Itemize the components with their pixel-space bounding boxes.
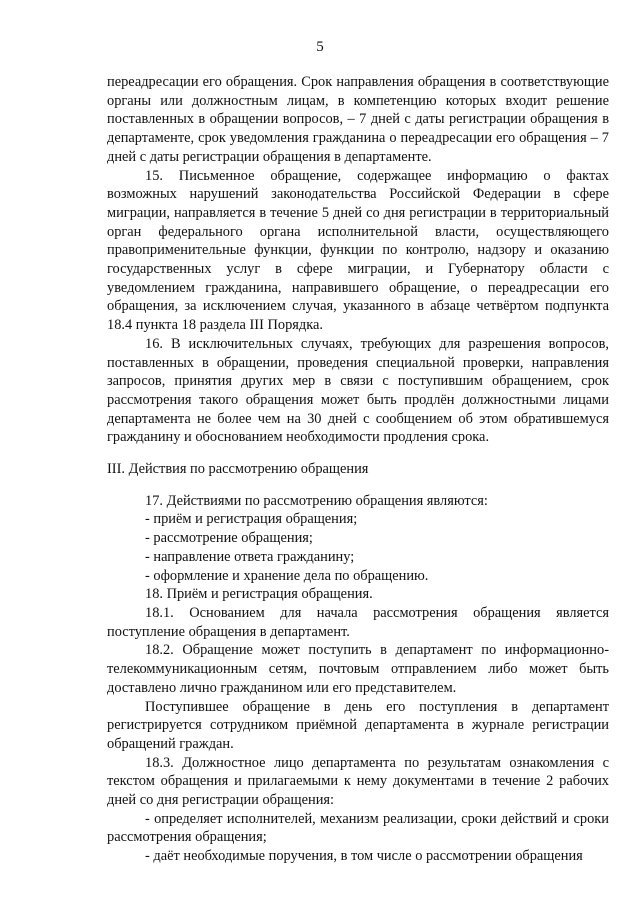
section-heading: III. Действия по рассмотрению обращения: [107, 461, 369, 478]
document-body: [107, 73, 609, 866]
paragraph-17: 17. Действиями по рассмотрению обращения являются:: [145, 492, 488, 509]
list-item: - оформление и хранение дела по обращению.: [145, 567, 429, 584]
paragraph-18-1: 18.1. Основанием для начала рассмотрения обращения является поступление обращения в департамент.: [107, 604, 609, 640]
paragraph-15: 15. Письменное обращение, содержащее информацию о фактах возможных нарушений законодательства Российской Федерации в сфере миграции, направляется в течение 5 дней со дня регистрации в территориальный орган федерального органа исполнительной власти, осуществляющего правоприменительные функции, функции по контролю, надзору и оказанию государственных услуг в сфере миграции, и Губернатору области с уведомлением гражданина, направившего обращение, о переадресации его обращения, за исключением случая, указанного в абзаце четвёртом подпункта 18.4 пункта 18 раздела III Порядка.: [107, 167, 609, 334]
paragraph-18-2: 18.2. Обращение может поступить в департамент по информационно-телекоммуникационным сетям, почтовым отправлением либо может быть доставлено лично гражданином или его представителем.: [107, 642, 609, 696]
list-item: - направление ответа гражданину;: [145, 548, 355, 565]
list-item: - рассмотрение обращения;: [145, 530, 313, 547]
paragraph-16: 16. В исключительных случаях, требующих для разрешения вопросов, поставленных в обращении, проведения специальной проверки, направления запросов, принятия других мер в связи с поступившим обращением, срок рассмотрения такого обращения может быть продлён должностными лицами департамента не более чем на 30 дней с сообщением об этом обратившемуся гражданину и обоснованием необходимости продления срока.: [107, 335, 609, 446]
list-item: - приём и регистрация обращения;: [145, 511, 358, 528]
paragraph-18-2-registration: Поступившее обращение в день его поступления в департамент регистрируется сотрудником приёмной департамента в журнале регистрации обращений граждан.: [107, 698, 609, 752]
list-item: - даёт необходимые поручения, в том числе о рассмотрении обращения: [145, 848, 583, 865]
paragraph-continuation: переадресации его обращения. Срок направления обращения в соответствующие органы или должностным лицам, в компетенцию которых входит решение поставленных в обращении вопросов, – 7 дней с даты регистрации обращения в департаменте, срок уведомления гражданина о переадресации его обращения – 7 дней с даты регистрации обращения в департаменте.: [107, 74, 609, 165]
paragraph-18: 18. Приём и регистрация обращения.: [145, 586, 373, 603]
paragraph-18-3: 18.3. Должностное лицо департамента по результатам ознакомления с текстом обращения и прилагаемыми к нему документами в течение 2 рабочих дней со дня регистрации обращения:: [107, 754, 609, 809]
page-number: 5: [316, 39, 324, 55]
list-item: - определяет исполнителей, механизм реализации, сроки действий и сроки рассмотрения обращения;: [107, 810, 609, 846]
